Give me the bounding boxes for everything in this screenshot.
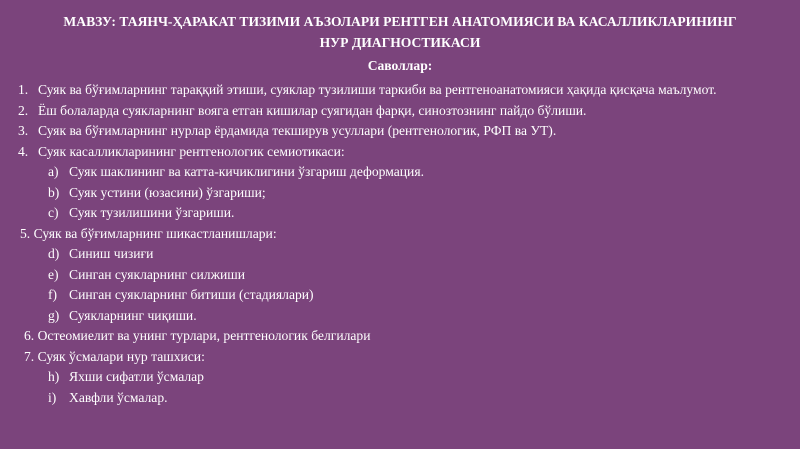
item-text: Суяк ва бўғимларнинг нурлар ёрдамида текширув усуллари (рентгенологик, РФП ва УТ). — [38, 123, 557, 138]
item-text: Синган суякларнинг силжиши — [69, 266, 245, 282]
item-marker: a) — [48, 164, 59, 179]
questions-heading: Саволлар: — [367, 58, 433, 73]
item-marker: 3. — [18, 123, 29, 138]
item-text: Синиш чизиғи — [69, 246, 154, 261]
item-marker: 4. — [18, 143, 29, 159]
item-marker: e) — [48, 266, 59, 282]
item-text: 5. Суяк ва бўғимларнинг шикастланишлари: — [20, 225, 277, 241]
item-text: Суяк тузилишини ўзгариши. — [69, 205, 235, 220]
item-text: Суяк касалликларининг рентгенологик семиотикаси: — [38, 143, 345, 159]
title-line-1: МАВЗУ: ТАЯНЧ-ҲАРАКАТ ТИЗИМИ АЪЗОЛАРИ РЕНТГЕН АНАТОМИЯСИ ВА КАСАЛЛИКЛАРИНИНГ — [63, 14, 737, 29]
item-marker: 1. — [18, 82, 29, 97]
item-marker: i) — [48, 389, 57, 405]
item-marker: 2. — [18, 102, 29, 118]
item-marker: c) — [48, 205, 59, 220]
title-line-2: НУР ДИАГНОСТИКАСИ — [319, 35, 481, 50]
item-marker: g) — [48, 307, 60, 323]
item-text: Яхши сифатли ўсмалар — [69, 369, 204, 384]
item-marker: f) — [48, 287, 58, 302]
item-text: Суякларнинг чиқиши. — [69, 307, 197, 323]
item-text: 7. Суяк ўсмалари нур ташхиси: — [24, 348, 205, 364]
item-text: 6. Остеомиелит ва унинг турлари, рентгенологик белгилари — [24, 328, 371, 343]
item-text: Суяк шаклининг ва катта-кичиклигини ўзгариш деформация. — [69, 164, 424, 179]
item-marker: d) — [48, 246, 60, 261]
item-marker: h) — [48, 369, 60, 384]
item-text: Ёш болаларда суякларнинг вояга етган кишилар суягидан фарқи, синозтознинг пайдо бўлиши. — [38, 102, 587, 118]
item-text: Хавфли ўсмалар. — [69, 389, 168, 405]
item-text: Суяк ва бўғимларнинг тараққий этиши, суяклар тузилиши таркиби ва рентгеноанатомияси ҳақида қисқача маълумот. — [38, 82, 717, 97]
item-text: Синган суякларнинг битиши (стадиялари) — [69, 287, 314, 302]
item-marker: b) — [48, 184, 60, 200]
slide-title — [0, 11, 800, 53]
item-text: Суяк устини (юзасини) ўзгариши; — [69, 184, 266, 200]
